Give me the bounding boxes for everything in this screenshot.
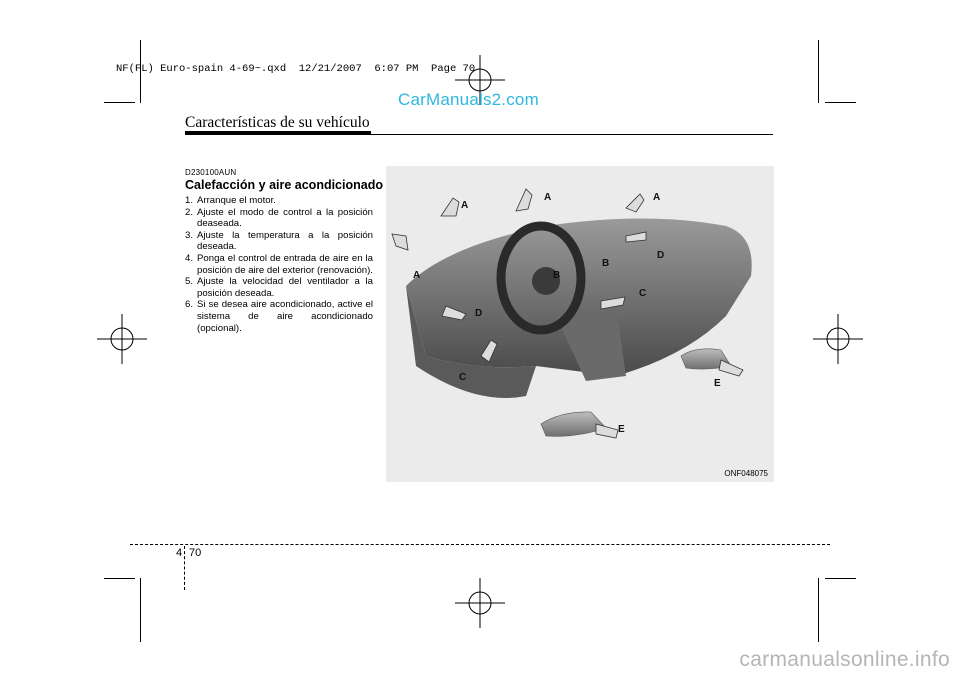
step-item: 1. Arranque el motor. (185, 195, 276, 206)
airflow-arrow (626, 194, 644, 212)
crop-mark (825, 102, 856, 103)
vent-label-e: E (714, 378, 721, 389)
registration-mark-left (97, 314, 147, 364)
vent-label-a: A (461, 200, 469, 211)
step-item: 4. Ponga el control de entrada de aire en la posición de aire del exterior (renovación). (185, 252, 373, 276)
vent-label-c: C (459, 372, 467, 383)
vent-label-a: A (544, 192, 552, 203)
crop-mark (104, 102, 135, 103)
vent-label-a: A (653, 192, 661, 203)
step-item: 5. Ajuste la velocidad del ventilador a la posición deseada. (185, 276, 373, 299)
watermark-top[interactable]: CarManuals2.com (398, 90, 539, 109)
print-slug-line: NF(FL) Euro-spain 4-69~.qxd 12/21/2007 6:07 PM Page 70 (116, 63, 476, 75)
footer-rule (130, 544, 830, 545)
vent-label-c: C (639, 288, 647, 299)
vent-label-d: D (475, 308, 483, 319)
dashboard-drawing (386, 166, 774, 482)
airflow-arrow (392, 234, 408, 250)
crop-mark (825, 578, 856, 579)
step-item: 2. Ajuste el modo de control a la posición deaseada. (185, 206, 373, 230)
dashboard-vent-illustration (386, 166, 774, 482)
header-rule (185, 131, 371, 135)
chapter-number: 4 (176, 547, 183, 559)
vent-label-b: B (553, 270, 561, 281)
page-number: 70 (189, 547, 202, 559)
vent-label-e: E (618, 424, 625, 435)
crop-mark (104, 578, 135, 579)
section-code: D230100AUN (185, 168, 237, 177)
watermark-bottom[interactable]: carmanualsonline.info (739, 648, 950, 671)
vent-label-b: B (602, 258, 610, 269)
section-heading: Calefacción y aire acondicionado (185, 178, 383, 192)
registration-mark-right (813, 314, 863, 364)
figure-code: ONF048075 (724, 469, 768, 478)
airflow-arrow (441, 198, 459, 216)
page-number-separator (184, 546, 185, 590)
vent-label-a: A (413, 270, 421, 281)
crop-mark (140, 578, 141, 642)
vent-label-d: D (657, 250, 665, 261)
header-rule-thin (371, 134, 773, 135)
airflow-arrow (596, 424, 618, 438)
registration-mark-bottom (455, 578, 505, 628)
step-item: 6. Si se desea aire acondicionado, active el sistema de aire acondicionado (opcional). (185, 299, 373, 334)
crop-mark (818, 578, 819, 642)
header-title: Características de su vehículo (185, 114, 370, 131)
crop-mark (818, 40, 819, 103)
airflow-arrow (516, 189, 532, 211)
airflow-arrow (719, 360, 743, 376)
step-item: 3. Ajuste la temperatura a la posición deseada. (185, 229, 373, 253)
steps-list (185, 195, 373, 334)
